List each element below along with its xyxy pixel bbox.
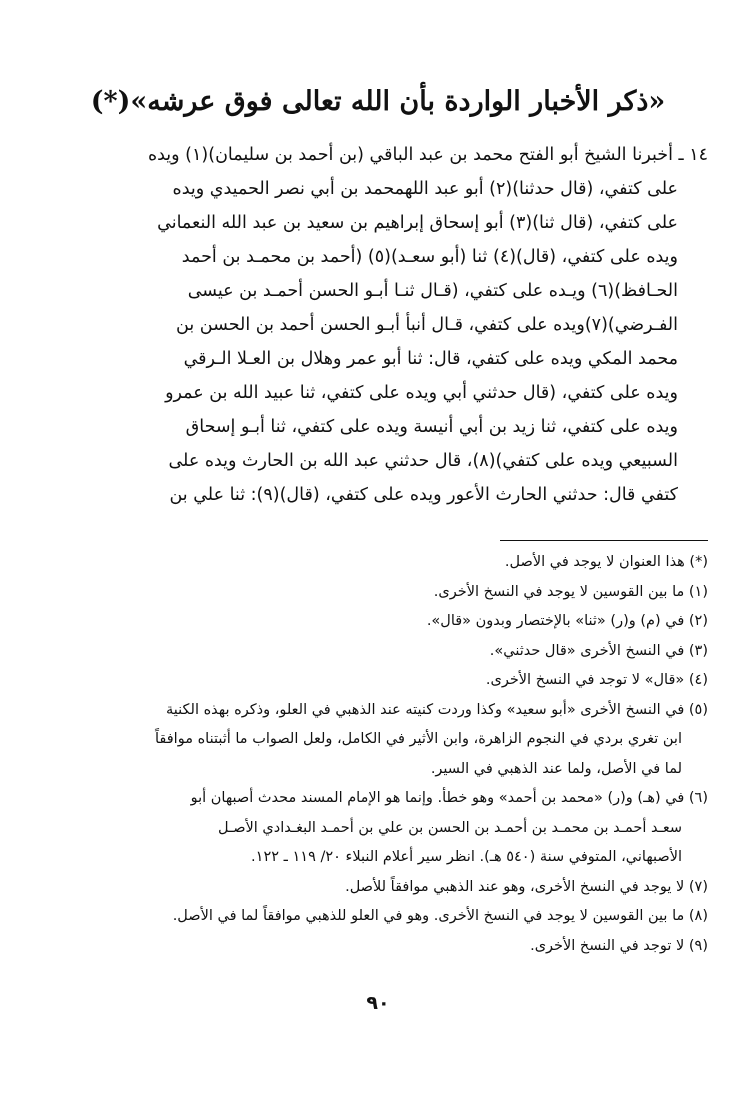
footnote-line: (٩) لا توجد في النسخ الأخرى.: [530, 937, 708, 954]
body-line-1: ١٤ ـ أخبرنا الشيخ أبو الفتح محمد بن عبد الباقي (بن أحمد بن سليمان)(١) ويده: [147, 145, 708, 165]
footnote-line: سعـد أحمـد بن محمـد بن أحمـد بن الحسن بن علي بن أحمـد البغـدادي الأصـل: [217, 819, 682, 836]
body-line-3: على كتفي، (قال ثنا)(٣) أبو إسحاق إبراهيم بن سعيد بن عبد الله النعماني: [157, 213, 678, 233]
body-line-10: السبيعي ويده على كتفي)(٨)، قال حدثني عبد الله بن الحارث ويده على: [168, 451, 678, 471]
footnote-line: الأصبهاني، المتوفي سنة (٥٤٠ هـ). انظر سير أعلام النبلاء ٢٠/ ١١٩ ـ ١٢٢.: [251, 849, 682, 865]
footnote-line: (٦) في (هـ) و(ر) «محمد بن أحمد» وهو خطأ. وإنما هو الإمام المسند محدث أصبهان أبو: [190, 790, 708, 806]
body-line-11: كتفي قال: حدثني الحارث الأعور ويده على كتفي، (قال)(٩): ثنا علي بن: [169, 485, 678, 505]
page-number: ٩٠: [366, 992, 390, 1014]
footnote-line: (٧) لا يوجد في النسخ الأخرى، وهو عند الذهبي موافقاً للأصل.: [345, 878, 708, 895]
footnote-line: (١) ما بين القوسين لا يوجد في النسخ الأخرى.: [433, 583, 708, 600]
body-line-8: ويده على كتفي، (قال حدثني أبي ويده على كتفي، ثنا عبيد الله بن عمرو: [165, 383, 678, 403]
footnote-line: (٥) في النسخ الأخرى «أبو سعيد» وكذا وردت كنيته عند الذهبي في العلو، وذكره بهذه الكنية: [166, 701, 708, 718]
footnote-line: (٢) في (م) و(ر) «ثنا» بالإختصار وبدون «قال».: [426, 613, 708, 629]
footnote-line: (*) هذا العنوان لا يوجد في الأصل.: [504, 554, 708, 570]
footnote-line: (٨) ما بين القوسين لا يوجد في النسخ الأخرى. وهو في العلو للذهبي موافقاً لما في الأصل.: [172, 908, 708, 924]
body-line-7: محمد المكي ويده على كتفي، قال: ثنا أبو عمر وهلال بن العـلا الـرقي: [183, 349, 678, 369]
chapter-heading: «ذكر الأخبار الواردة بأن الله تعالى فوق عرشه»(*): [90, 86, 666, 117]
hadith-text: [62, 138, 708, 512]
body-line-2: على كتفي، (قال حدثنا)(٢) أبو عبد اللهمحمد بن أبي نصر الحميدي ويده: [172, 179, 678, 199]
footnotes: [62, 548, 708, 961]
body-line-9: ويده على كتفي، ثنا زيد بن أبي أنيسة ويده على كتفي، ثنا أبـو إسحاق: [185, 417, 678, 437]
body-line-4: ويده على كتفي، (قال)(٤) ثنا (أبو سعـد)(٥) (أحمد بن محمـد بن أحمد: [181, 247, 678, 267]
footnote-line: ابن تغري بردي في النجوم الزاهرة، وابن الأثير في الكامل، ولعل الصواب ما أثبتناه موافقاً: [155, 731, 682, 747]
body-line-5: الحـافظ)(٦) ويـده على كتفي، (قـال ثنـا أبـو الحسن أحمـد بن عيسى: [187, 281, 678, 301]
footnote-divider: [500, 540, 708, 541]
footnote-line: (٤) «قال» لا توجد في النسخ الأخرى.: [485, 672, 708, 688]
footnote-line: (٣) في النسخ الأخرى «قال حدثني».: [489, 642, 708, 659]
body-line-6: الفـرضي)(٧)ويده على كتفي، قـال أنبأ أبـو الحسن أحمد بن الحسن بن: [176, 315, 678, 335]
footnote-line: لما في الأصل، ولما عند الذهبي في السير.: [430, 760, 682, 777]
